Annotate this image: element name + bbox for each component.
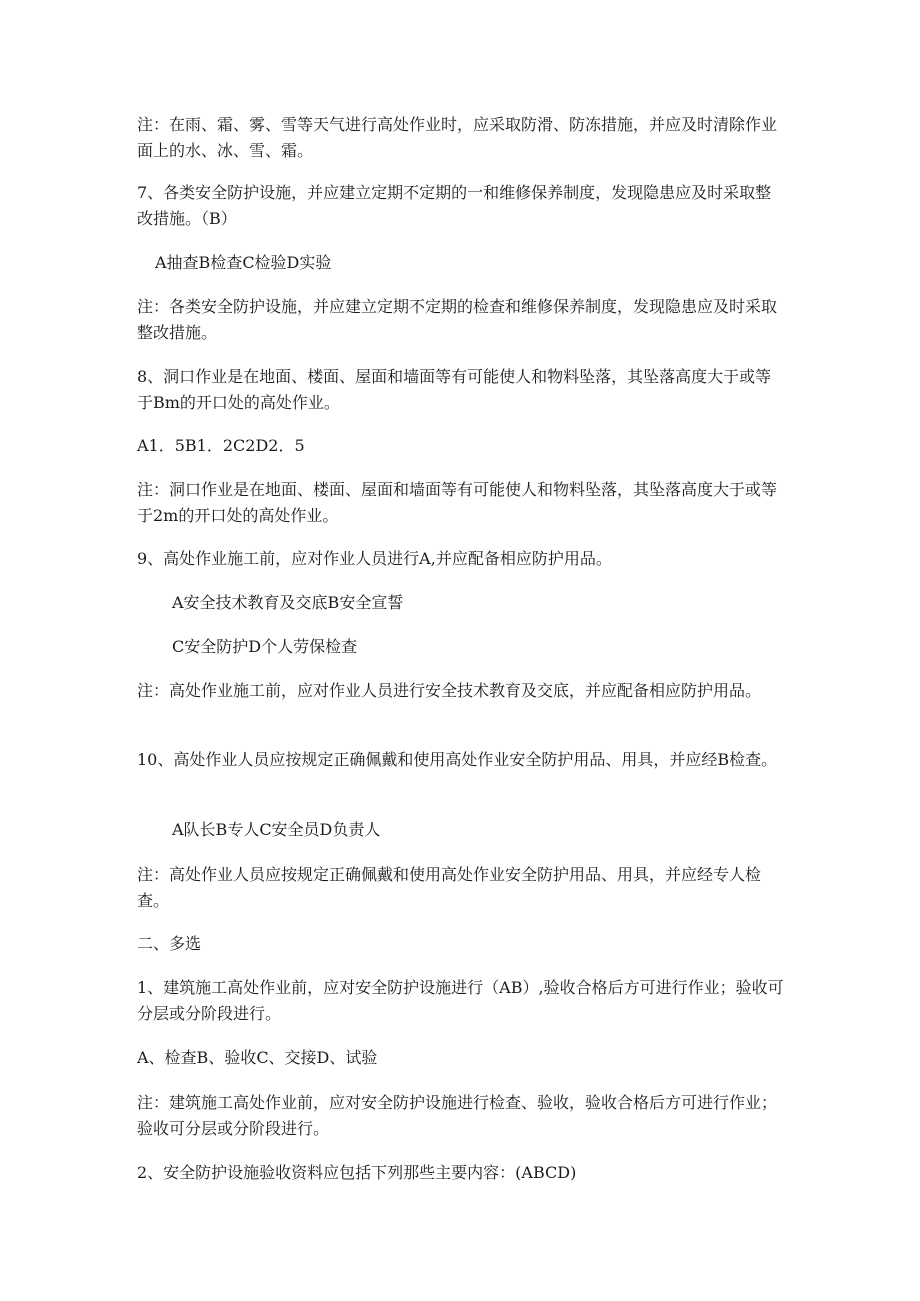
question-9-options-line-1: A安全技术教育及交底B安全宣誓: [172, 593, 404, 612]
multi-question-1-options: A、检查B、验收C、交接D、试验: [137, 1048, 378, 1067]
multi-question-2: 2、安全防护设施验收资料应包括下列那些主要内容：(ABCD): [137, 1163, 577, 1182]
question-10-options: A队长B专人C安全员D负责人: [172, 820, 381, 839]
question-7-options: A抽查B检查C检验D实验: [155, 253, 332, 272]
multi-question-1: 1、建筑施工高处作业前，应对安全防护设施进行（AB）,验收合格后方可进行作业；验收可分层或分阶段进行。: [137, 978, 784, 1023]
note-paragraph: 注：在雨、霜、雾、雪等天气进行高处作业时，应采取防滑、防冻措施，并应及时清除作业面上的水、冰、雪、霜。: [137, 115, 778, 160]
note-paragraph: 注：高处作业人员应按规定正确佩戴和使用高处作业安全防护用品、用具，并应经专人检查。: [137, 865, 762, 910]
section-heading: 二、多选: [137, 934, 202, 953]
question-9: 9、高处作业施工前，应对作业人员进行A,并应配备相应防护用品。: [137, 549, 612, 568]
note-paragraph: 注：建筑施工高处作业前，应对安全防护设施进行检查、验收，验收合格后方可进行作业；验收可分层或分阶段进行。: [137, 1093, 778, 1138]
question-7: 7、各类安全防护设施，并应建立定期不定期的一和维修保养制度，发现隐患应及时采取整改措施。（B）: [137, 183, 772, 228]
note-paragraph: 注：各类安全防护设施，并应建立定期不定期的检查和维修保养制度，发现隐患应及时采取整改措施。: [137, 297, 778, 342]
note-paragraph: 注：洞口作业是在地面、楼面、屋面和墙面等有可能使人和物料坠落，其坠落高度大于或等于2m的开口处的高处作业。: [137, 480, 778, 525]
note-paragraph: 注：高处作业施工前，应对作业人员进行安全技术教育及交底，并应配备相应防护用品。: [137, 681, 762, 700]
question-8-options: A1．5B1．2C2D2．5: [137, 436, 305, 455]
question-10: 10、高处作业人员应按规定正确佩戴和使用高处作业安全防护用品、用具，并应经B检查。: [137, 750, 778, 769]
question-8: 8、洞口作业是在地面、楼面、屋面和墙面等有可能使人和物料坠落，其坠落高度大于或等于Bm的开口处的高处作业。: [137, 367, 772, 412]
question-9-options-line-2: C安全防护D个人劳保检查: [172, 637, 358, 656]
